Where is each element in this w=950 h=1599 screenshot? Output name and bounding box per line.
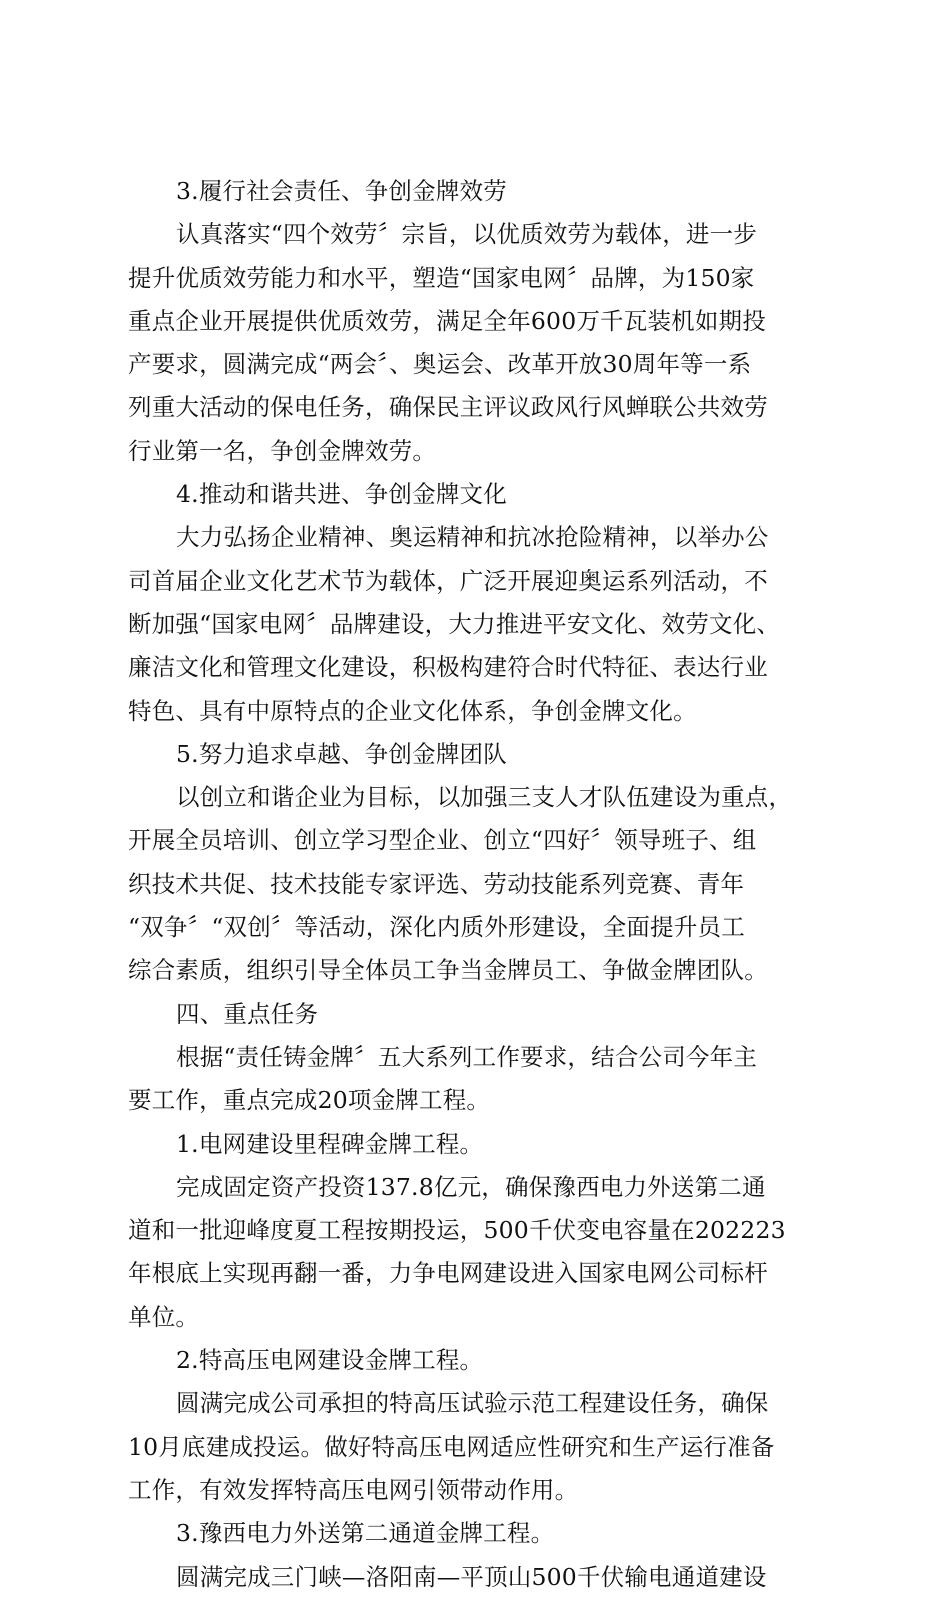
paragraph-start-line: 完成固定资产投资137.8亿元，确保豫西电力外送第二通 xyxy=(176,1172,766,1201)
text-line: 司首届企业文化艺术节为载体，广泛开展迎奥运系列活动，不 xyxy=(128,566,768,595)
paragraph-start-line: 根据“责任铸金牌〞五大系列工作要求，结合公司今年主 xyxy=(176,1042,758,1071)
paragraph-start-line: 以创立和谐企业为目标，以加强三支人才队伍建设为重点， xyxy=(176,783,793,812)
text-line: 特色、具有中原特点的企业文化体系，争创金牌文化。 xyxy=(128,696,697,725)
text-line: 10月底建成投运。做好特高压电网适应性研究和生产运行准备 xyxy=(128,1432,775,1461)
document-body xyxy=(128,170,818,1599)
paragraph-start-line: 1.电网建设里程碑金牌工程。 xyxy=(176,1129,484,1158)
paragraph-start-line: 3.履行社会责任、争创金牌效劳 xyxy=(176,177,507,205)
text-line: 年根底上实现再翻一番，力争电网建设进入国家电网公司标杆 xyxy=(128,1259,768,1288)
paragraph-start-line: 5.努力追求卓越、争创金牌团队 xyxy=(176,739,507,768)
paragraph-start-line: 四、重点任务 xyxy=(176,999,319,1028)
paragraph-start-line: 2.特高压电网建设金牌工程。 xyxy=(176,1346,484,1375)
text-line: 产要求，圆满完成“两会〞、奥运会、改革开放30周年等一系 xyxy=(128,350,752,379)
paragraph-start-line: 圆满完成三门峡—洛阳南—平顶山500千伏输电通道建设 xyxy=(176,1562,767,1591)
paragraph-start-line: 4.推动和谐共进、争创金牌文化 xyxy=(176,480,507,509)
text-line: 列重大活动的保电任务，确保民主评议政风行风蝉联公共效劳 xyxy=(128,393,768,422)
text-line: 提升优质效劳能力和水平，塑造“国家电网〞品牌，为150家 xyxy=(128,263,755,292)
text-line: 道和一批迎峰度夏工程按期投运，500千伏变电容量在202223 xyxy=(128,1216,786,1245)
text-line: 断加强“国家电网〞品牌建设，大力推进平安文化、效劳文化、 xyxy=(128,609,781,638)
text-line: 工作，有效发挥特高压电网引领带动作用。 xyxy=(128,1475,579,1504)
paragraph-start-line: 3.豫西电力外送第二通道金牌工程。 xyxy=(176,1519,555,1548)
text-line: 廉洁文化和管理文化建设，积极构建符合时代特征、表达行业 xyxy=(128,653,768,682)
paragraph-start-line: 认真落实“四个效劳〞宗旨，以优质效劳为载体，进一步 xyxy=(176,220,758,249)
paragraph-start-line: 大力弘扬企业精神、奥运精神和抗冰抢险精神，以举办公 xyxy=(176,523,769,552)
text-line: 行业第一名，争创金牌效劳。 xyxy=(128,436,437,465)
text-line: 综合素质，组织引导全体员工争当金牌员工、争做金牌团队。 xyxy=(128,956,768,985)
text-line: 要工作，重点完成20项金牌工程。 xyxy=(128,1086,491,1115)
text-line: 单位。 xyxy=(128,1302,200,1331)
text-line: 开展全员培训、创立学习型企业、创立“四好〞领导班子、组 xyxy=(128,826,757,855)
paragraph-start-line: 圆满完成公司承担的特高压试验示范工程建设任务，确保 xyxy=(176,1389,769,1418)
text-line: 织技术共促、技术技能专家评选、劳动技能系列竞赛、青年 xyxy=(128,869,745,898)
text-line: 重点企业开展提供优质效劳，满足全年600万千瓦装机如期投 xyxy=(128,306,766,335)
text-line: “双争〞“双创〞等活动，深化内质外形建设，全面提升员工 xyxy=(128,913,745,942)
